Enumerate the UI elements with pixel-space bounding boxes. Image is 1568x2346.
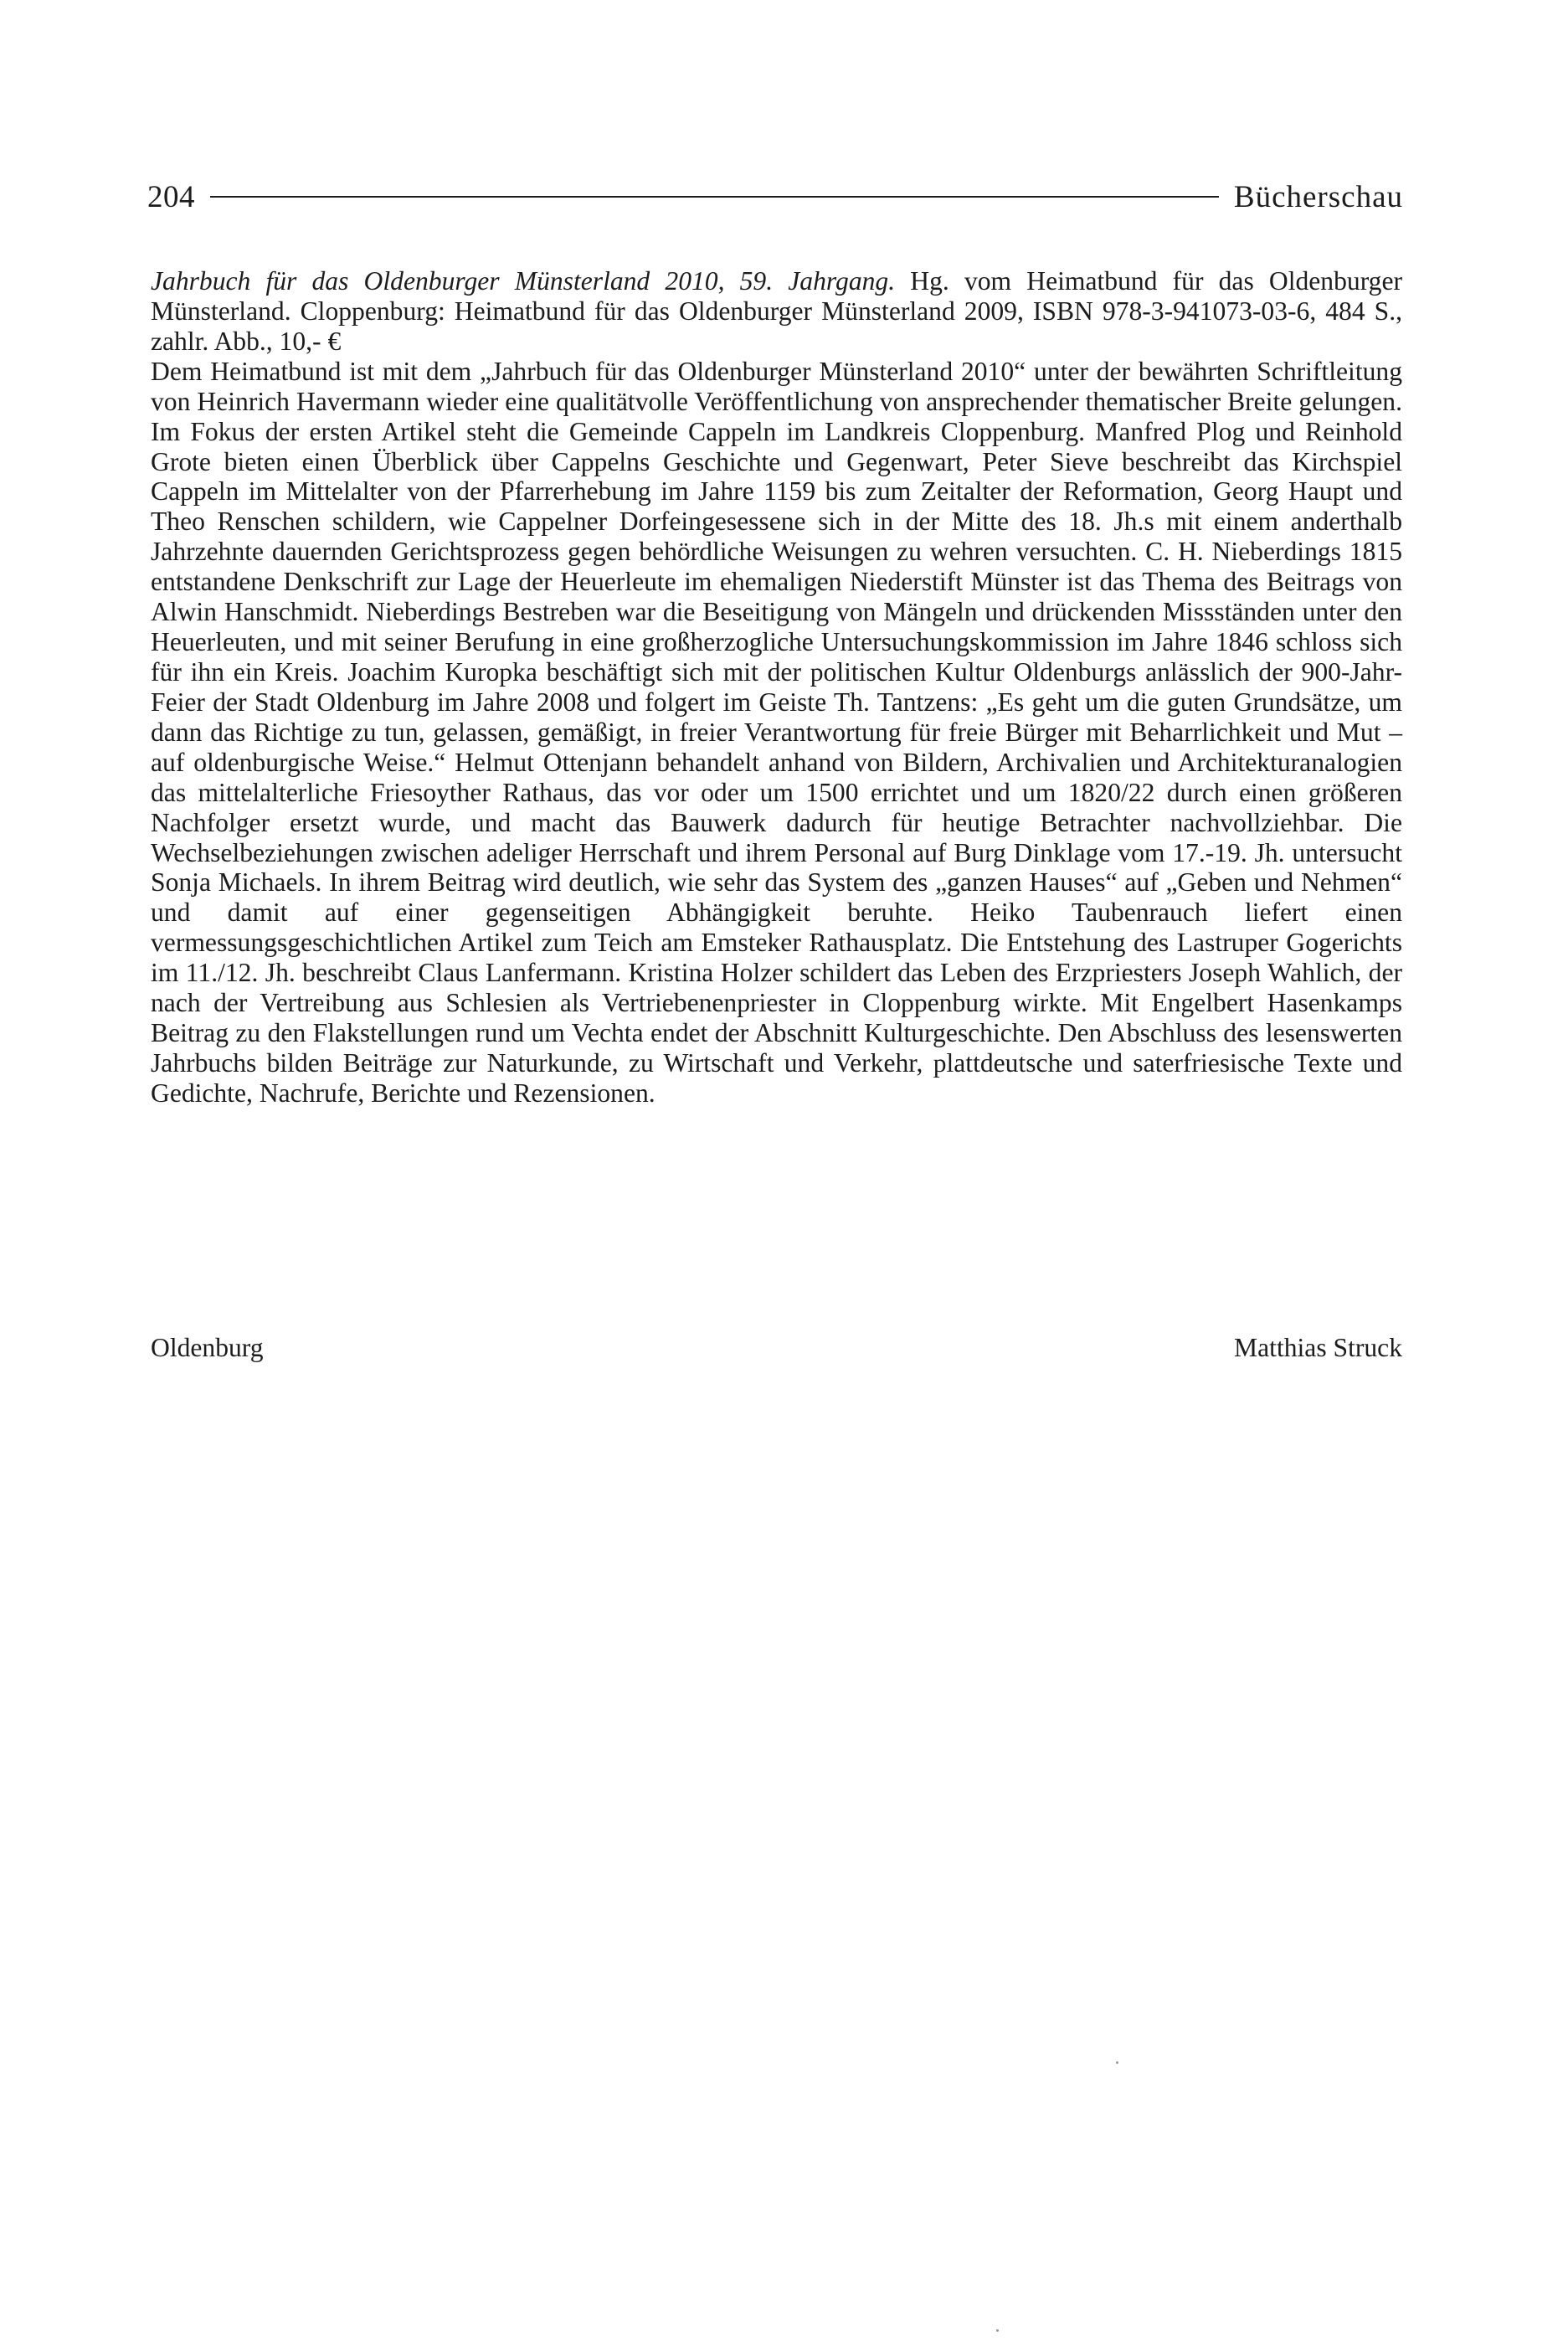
bibliographic-details: Hg. vom Heimatbund für das Oldenburger Münsterland. Cloppenburg: Heimatbund für das Oldenburger Münsterland 2009, ISBN 978-3-941073-03-6, 484 S., zahlr. Abb., 10,- €	[151, 266, 1402, 356]
bibliographic-entry	[151, 266, 1402, 357]
signature-place: Oldenburg	[151, 1333, 264, 1362]
book-title: Jahrbuch für das Oldenburger Münsterland 2010, 59. Jahrgang.	[151, 266, 896, 296]
scan-speck	[1116, 2061, 1118, 2064]
page-number: 204	[147, 179, 195, 214]
running-title: Bücherschau	[1233, 179, 1403, 214]
scan-speck	[996, 2329, 999, 2332]
review-text: Dem Heimatbund ist mit dem „Jahrbuch für das Oldenburger Münsterland 2010“ unter der bewährten Schriftleitung von Heinrich Havermann wieder eine qualitätvolle Veröffentlichung von ansprechender thematischer Breite gelungen. Im Fokus der ersten Artikel steht die Gemeinde Cappeln im Landkreis Cloppenburg. Manfred Plog und Reinhold Grote bieten einen Überblick über Cappelns Geschichte und Gegenwart, Peter Sieve beschreibt das Kirchspiel Cappeln im Mittelalter von der Pfarrerhebung im Jahre 1159 bis zum Zeitalter der Reformation, Georg Haupt und Theo Renschen schildern, wie Cappelner Dorfeingesessene sich in der Mitte des 18. Jh.s mit einem anderthalb Jahrzehnte dauernden Gerichtsprozess gegen behördliche Weisungen zu wehren versuchten. C. H. Nieberdings 1815 entstandene Denkschrift zur Lage der Heuerleute im ehemaligen Niederstift Münster ist das Thema des Beitrags von Alwin Hanschmidt. Nieberdings Bestreben war die Beseitigung von Mängeln und drückenden Missständen unter den Heuerleuten, und mit seiner Berufung in eine großherzogliche Untersuchungskommission im Jahre 1846 schloss sich für ihn ein Kreis. Joachim Kuropka beschäftigt sich mit der politischen Kultur Oldenburgs anlässlich der 900-Jahr-Feier der Stadt Oldenburg im Jahre 2008 und folgert im Geiste Th. Tantzens: „Es geht um die guten Grundsätze, um dann das Richtige zu tun, gelassen, gemäßigt, in freier Verantwortung für freie Bürger mit Beharrlichkeit und Mut – auf oldenburgische Weise.“ Helmut Ottenjann behandelt anhand von Bildern, Archivalien und Architekturanalogien das mittelalterliche Friesoyther Rathaus, das vor oder um 1500 errichtet und um 1820/22 durch einen größeren Nachfolger ersetzt wurde, und macht das Bauwerk dadurch für heutige Betrachter nachvollziehbar. Die Wechselbeziehungen zwischen adeliger Herrschaft und ihrem Personal auf Burg Dinklage vom 17.-19. Jh. untersucht Sonja Michaels. In ihrem Beitrag wird deutlich, wie sehr das System des „ganzen Hauses“ auf „Geben und Nehmen“ und damit auf einer gegenseitigen Abhängigkeit beruhte. Heiko Taubenrauch liefert einen vermessungsgeschichtlichen Artikel zum Teich am Emsteker Rathausplatz. Die Entstehung des Lastruper Gogerichts im 11./12. Jh. beschreibt Claus Lanfermann. Kristina Holzer schildert das Leben des Erzpriesters Joseph Wahlich, der nach der Vertreibung aus Schlesien als Vertriebenenpriester in Cloppenburg wirkte. Mit Engelbert Hasenkamps Beitrag zu den Flakstellungen rund um Vechta endet der Abschnitt Kulturgeschichte. Den Abschluss des lesenswerten Jahrbuchs bilden Beiträge zur Naturkunde, zu Wirtschaft und Verkehr, plattdeutsche und saterfriesische Texte und Gedichte, Nachrufe, Berichte und Rezensionen.	[151, 356, 1402, 1108]
book-review	[151, 266, 1402, 1109]
header-rule	[210, 196, 1219, 198]
signature-author: Matthias Struck	[1234, 1333, 1402, 1362]
page-header	[147, 172, 1403, 222]
review-signature	[151, 1333, 1402, 1363]
